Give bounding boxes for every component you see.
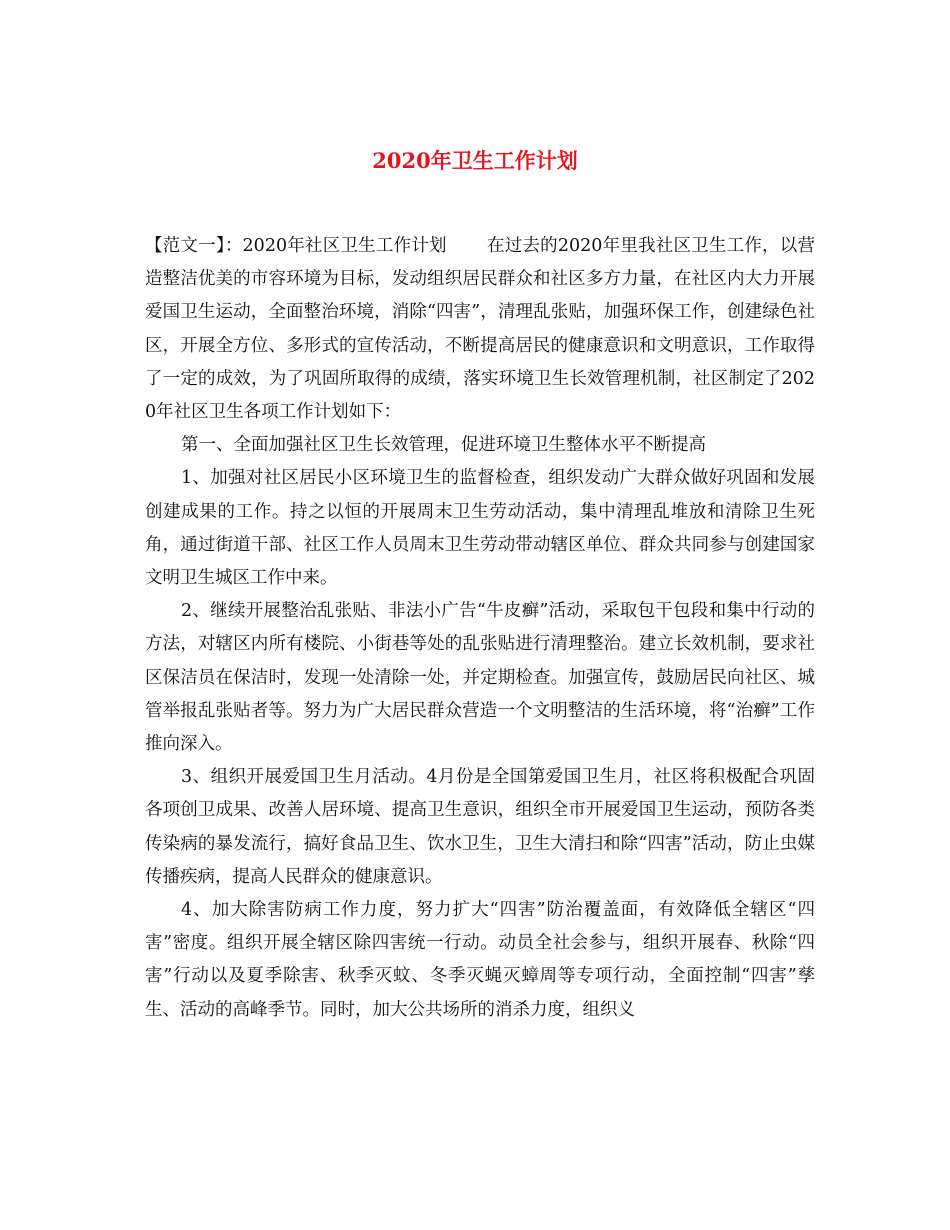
document-title: 2020年卫生工作计划 <box>372 148 578 173</box>
intro-text: 在过去的2020年里我社区卫生工作，以营造整洁优美的市容环境为目标，发动组织居民群众和社区多方力量，在社区内大力开展爱国卫生运动，全面整治环境，消除“四害”，清理乱张贴，加强环保工作，创建绿色社区，开展全方位、多形式的宣传活动，不断提高居民的健康意识和文明意识，工作取得了一定的成效，为了巩固所取得的成绩，落实环境卫生长效管理机制，社区制定了2020年社区卫生各项工作计划如下： <box>145 236 815 423</box>
section-heading: 第一、全面加强社区卫生长效管理，促进环境卫生整体水平不断提高 <box>181 435 706 456</box>
paragraph-item-2: 2、继续开展整治乱张贴、非法小广告“牛皮癣”活动，采取包干包段和集中行动的方法，对辖区内所有楼院、小街巷等处的乱张贴进行清理整治。建立长效机制，要求社区保洁员在保洁时，发现一处清除一处，并定期检查。加强宣传，鼓励居民向社区、城管举报乱张贴者等。努力为广大居民群众营造一个文明整洁的生活环境，将“治癣”工作推向深入。 <box>145 601 815 755</box>
paragraph-item-1: 1、加强对社区居民小区环境卫生的监督检查，组织发动广大群众做好巩固和发展创建成果的工作。持之以恒的开展周末卫生劳动活动，集中清理乱堆放和清除卫生死角，通过街道干部、社区工作人员周末卫生劳动带动辖区单位、群众共同参与创建国家文明卫生城区工作中来。 <box>145 468 815 589</box>
paragraph-item-3: 3、组织开展爱国卫生月活动。4月份是全国第爱国卫生月，社区将积极配合巩固各项创卫成果、改善人居环境、提高卫生意识，组织全市开展爱国卫生运动，预防各类传染病的暴发流行，搞好食品卫生、饮水卫生，卫生大清扫和除“四害”活动，防止虫媒传播疾病，提高人民群众的健康意识。 <box>145 767 815 887</box>
paragraph-item-4: 4、加大除害防病工作力度，努力扩大“四害”防治覆盖面，有效降低全辖区“四害”密度。组织开展全辖区除四害统一行动。动员全社会参与，组织开展春、秋除“四害”行动以及夏季除害、秋季灭蚊、冬季灭蝇灭蟑周等专项行动，全面控制“四害”孳生、活动的高峰季节。同时，加大公共场所的消杀力度，组织义 <box>145 900 815 1020</box>
intro-label: 【范文一】：2020年社区卫生工作计划 <box>145 236 447 256</box>
intro-paragraph <box>145 230 815 429</box>
document-body <box>145 230 815 1027</box>
